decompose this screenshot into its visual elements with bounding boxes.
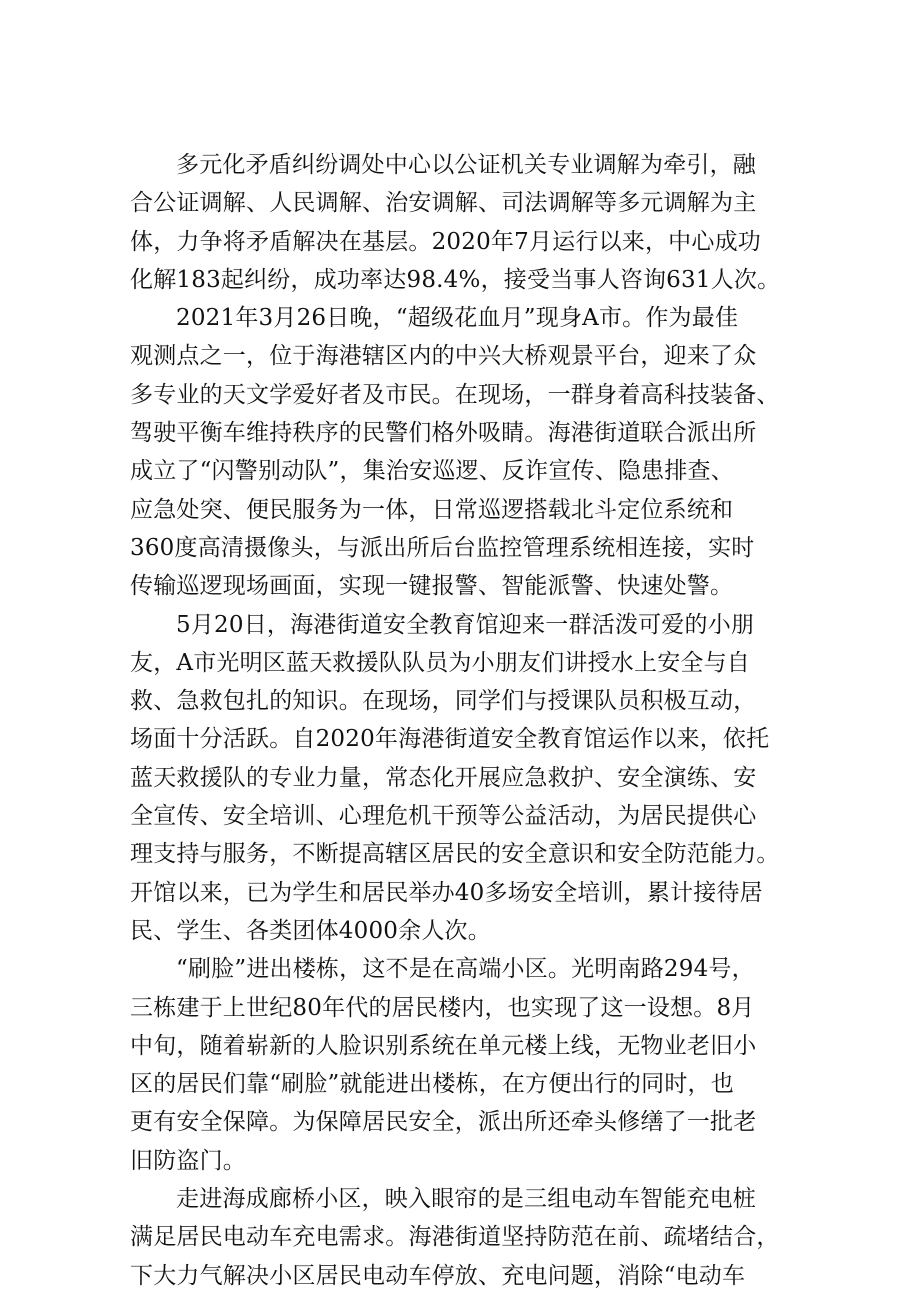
text-line: 多元化矛盾纠纷调处中心以公证机关专业调解为牵引，融 <box>176 152 756 178</box>
paragraph-safety-education <box>130 606 830 951</box>
document-body <box>130 146 830 1295</box>
text-line: “刷脸”进出楼栋，这不是在高端小区。光明南路294号， <box>176 956 755 983</box>
text-line: 蓝天救援队的专业力量，常态化开展应急救护、安全演练、安 <box>130 764 757 791</box>
text-line: 2021年3月26日晚，“超级花血月”现身A市。作为最佳 <box>176 305 739 332</box>
text-line: 体，力争将矛盾解决在基层。2020年7月运行以来，中心成功 <box>130 228 761 255</box>
paragraph-blood-moon-patrol <box>130 299 830 605</box>
text-line: 下大力气解决小区居民电动车停放、充电问题，消除“电动车 <box>130 1262 746 1289</box>
text-line: 走进海成廊桥小区，映入眼帘的是三组电动车智能充电桩 <box>176 1186 756 1213</box>
text-line: 开馆以来，已为学生和居民举办40多场安全培训，累计接待居 <box>130 879 763 906</box>
text-line: 更有安全保障。为保障居民安全，派出所还牵头修缮了一批老 <box>130 1109 757 1136</box>
text-line: 民、学生、各类团体4000余人次。 <box>130 917 491 944</box>
text-line: 应急处突、便民服务为一体，日常巡逻搭载北斗定位系统和 <box>130 496 734 523</box>
text-line: 驾驶平衡车维持秩序的民警们格外吸睛。海港街道联合派出所 <box>130 420 757 447</box>
paragraph-face-recognition <box>130 950 830 1180</box>
paragraph-mediation-center <box>130 146 830 299</box>
text-line: 理支持与服务，不断提高辖区居民的安全意识和安全防范能力。 <box>130 841 780 868</box>
text-line: 观测点之一，位于海港辖区内的中兴大桥观景平台，迎来了众 <box>130 343 757 370</box>
paragraph-ev-charging <box>130 1180 830 1295</box>
text-line: 传输巡逻现场画面，实现一键报警、智能派警、快速处警。 <box>130 573 734 600</box>
text-line: 全宣传、安全培训、心理危机干预等公益活动，为居民提供心 <box>130 803 757 830</box>
text-line: 区的居民们靠“刷脸”就能进出楼栋，在方便出行的同时，也 <box>130 1071 734 1098</box>
text-line: 多专业的天文学爱好者及市民。在现场，一群身着高科技装备、 <box>130 381 780 408</box>
text-line: 满足居民电动车充电需求。海港街道坚持防范在前、疏堵结合， <box>130 1224 780 1251</box>
text-line: 360度高清摄像头，与派出所后台监控管理系统相连接，实时 <box>130 534 755 561</box>
text-line: 5月20日，海港街道安全教育馆迎来一群活泼可爱的小朋 <box>176 611 755 638</box>
text-line: 救、急救包扎的知识。在现场，同学们与授课队员积极互动， <box>130 688 757 715</box>
text-line: 三栋建于上世纪80年代的居民楼内，也实现了这一设想。8月 <box>130 994 755 1021</box>
text-line: 场面十分活跃。自2020年海港街道安全教育馆运作以来，依托 <box>130 726 770 753</box>
text-line: 化解183起纠纷，成功率达98.4%，接受当事人咨询631人次。 <box>130 266 781 293</box>
text-line: 成立了“闪警别动队”，集治安巡逻、反诈宣传、隐患排查、 <box>130 458 734 485</box>
text-line: 旧防盗门。 <box>130 1147 246 1174</box>
text-line: 中旬，随着崭新的人脸识别系统在单元楼上线，无物业老旧小 <box>130 1032 757 1059</box>
text-line: 合公证调解、人民调解、治安调解、司法调解等多元调解为主 <box>130 190 757 217</box>
text-line: 友，A市光明区蓝天救援队队员为小朋友们讲授水上安全与自 <box>130 649 751 676</box>
